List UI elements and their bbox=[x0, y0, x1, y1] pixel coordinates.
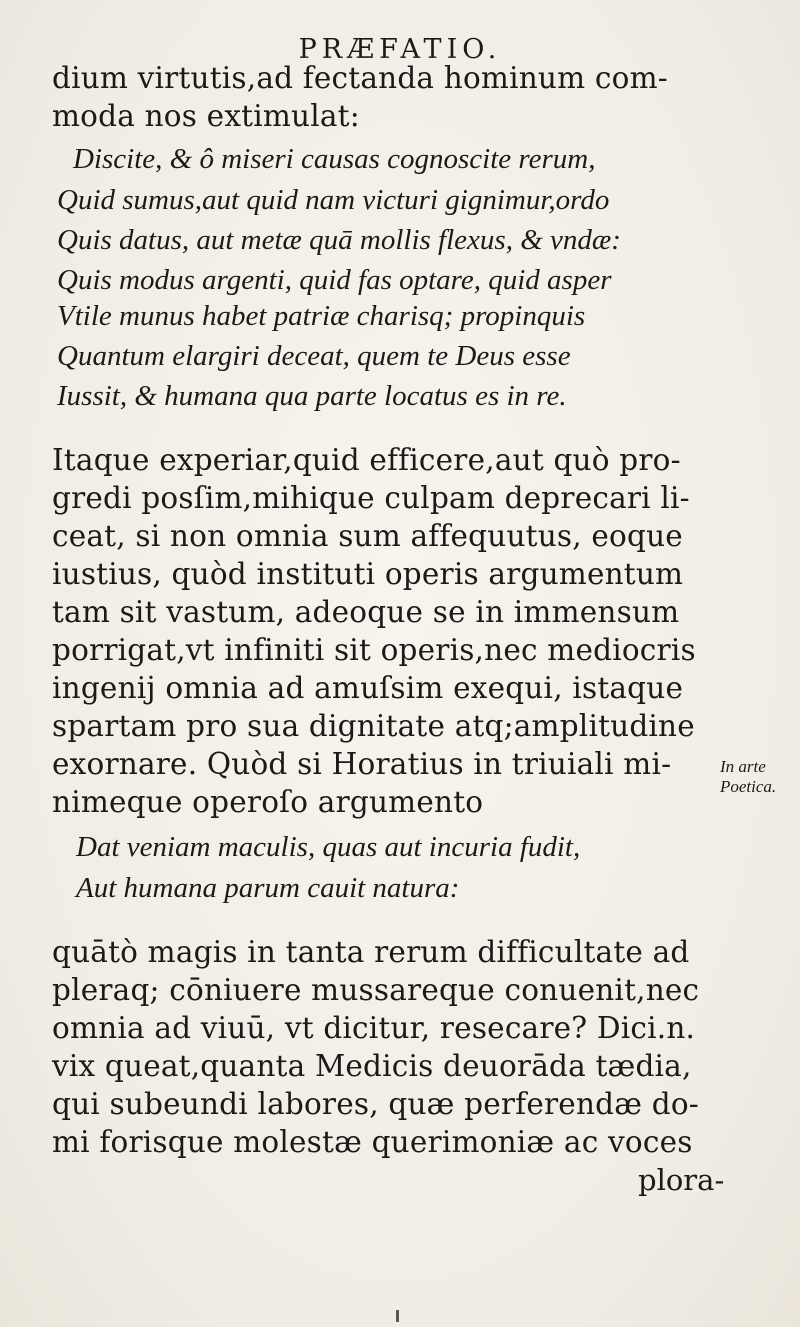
text-line: pleraq; cōniuere mussareque conuenit,nec bbox=[52, 973, 700, 1007]
verse-line: Aut humana parum cauit natura: bbox=[76, 872, 460, 904]
marginal-note: Poetica. bbox=[720, 777, 777, 796]
text-line: vix queat,quanta Medicis deuorāda tædia, bbox=[52, 1049, 692, 1083]
text-line: tam sit vastum, adeoque se in immensum bbox=[52, 595, 680, 629]
text-line: iustius, quòd instituti operis argumentum bbox=[52, 557, 684, 591]
catchword: plora- bbox=[638, 1163, 725, 1197]
verse-line: Vtile munus habet patriæ charisq; propinquis bbox=[57, 300, 586, 332]
text-line: mi forisque molestæ querimoniæ ac voces bbox=[52, 1125, 693, 1159]
verse-line: Quid sumus,aut quid nam victuri gignimur,ordo bbox=[57, 184, 610, 216]
running-head: PRÆFATIO. bbox=[298, 34, 502, 65]
text-line: ceat, si non omnia sum affequutus, eoque bbox=[52, 519, 683, 553]
text-line: porrigat,vt infiniti sit operis,nec mediocris bbox=[52, 633, 696, 667]
verse-line: Discite, & ô miseri causas cognoscite rerum, bbox=[73, 143, 596, 175]
text-line: Itaque experiar,quid efficere,aut quò pro- bbox=[52, 443, 681, 477]
text-line: quātò magis in tanta rerum difficultate ad bbox=[52, 935, 690, 969]
verse-line: Quis datus, aut metæ quā mollis flexus, & vndæ: bbox=[57, 224, 621, 256]
text-line: nimeque operoſo argumento bbox=[52, 785, 484, 819]
text-line: moda nos extimulat: bbox=[52, 99, 360, 133]
text-line: spartam pro sua dignitate atq;amplitudine bbox=[52, 709, 695, 743]
text-line: gredi posſim,mihique culpam deprecari li- bbox=[52, 481, 690, 515]
verse-line: Quis modus argenti, quid fas optare, quid asper bbox=[57, 264, 612, 296]
text-line: omnia ad viuū, vt dicitur, resecare? Dici.n. bbox=[52, 1011, 696, 1045]
text-line: dium virtutis,ad fectanda hominum com- bbox=[52, 61, 668, 95]
ink-speck bbox=[396, 1310, 399, 1322]
verse-line: Dat veniam maculis, quas aut incuria fudit, bbox=[76, 831, 581, 863]
text-line: exornare. Quòd si Horatius in triuiali mi- bbox=[52, 747, 672, 781]
text-line: qui subeundi labores, quæ perferendæ do- bbox=[52, 1087, 699, 1121]
text-line: ingenij omnia ad amuſsim exequi, istaque bbox=[52, 671, 684, 705]
marginal-note: In arte bbox=[720, 757, 766, 776]
verse-line: Iussit, & humana qua parte locatus es in re. bbox=[57, 380, 567, 412]
verse-line: Quantum elargiri deceat, quem te Deus esse bbox=[57, 340, 571, 372]
